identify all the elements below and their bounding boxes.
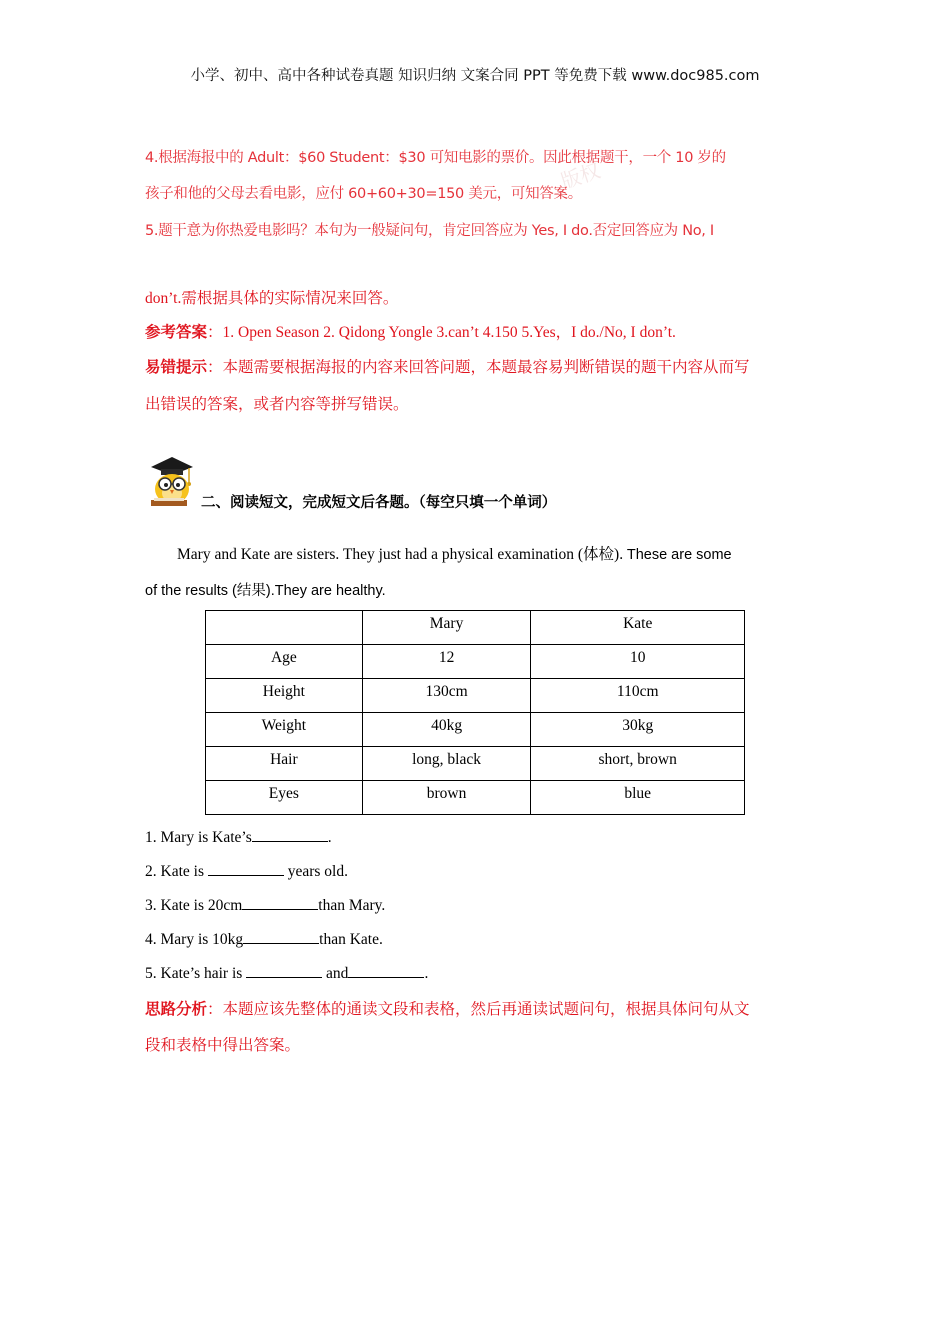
analysis-line-4: 4.根据海报中的 Adult：$60 Student：$30 可知电影的票价。因此根据题干，一个 10 岁的 (145, 150, 726, 166)
question-text: than Kate. (319, 931, 383, 948)
reasoning (145, 997, 750, 1019)
reasoning-text: ：本题应该先整体的通读文段和表格，然后再通读试题问句，根据具体问句从文 (207, 1001, 750, 1018)
table-header-cell (206, 611, 363, 645)
answer-label: 参考答案 (145, 324, 208, 341)
question-5 (145, 963, 428, 983)
section-heading (145, 458, 556, 514)
answer-blank[interactable] (243, 929, 319, 944)
question-4 (145, 929, 383, 949)
question-text: . (424, 965, 429, 982)
table-header-row (206, 611, 745, 645)
question-2 (145, 861, 348, 881)
table-cell: Height (206, 679, 363, 713)
tip-label: 易错提示 (145, 359, 208, 376)
reference-answer (145, 320, 676, 342)
table-cell: 130cm (362, 679, 531, 713)
passage-line-2: of the results (结果).They are healthy. (145, 583, 386, 599)
table-cell: short, brown (531, 747, 745, 781)
table-row (206, 645, 745, 679)
table-cell: 40kg (362, 713, 531, 747)
answer-blank[interactable] (242, 895, 318, 910)
table-cell: 10 (531, 645, 745, 679)
page-header: 小学、初中、高中各种试卷真题 知识归纳 文案合同 PPT 等免费下载 www.doc985.com (190, 68, 760, 84)
table-cell: 110cm (531, 679, 745, 713)
passage-text-a: Mary and Kate are sisters. They just had a physical examination (体检). (177, 546, 624, 563)
error-tip-cont: 出错误的答案，或者内容等拼写错误。 (145, 396, 409, 413)
table-header-cell: Mary (362, 611, 531, 645)
answer-text: ：1. Open Season 2. Qidong Yongle 3.can’t 4.150 5.Yes，I do./No, I don’t. (207, 324, 676, 341)
analysis-continuation: don’t.需根据具体的实际情况来回答。 (145, 290, 399, 307)
table-cell: Eyes (206, 781, 363, 815)
table-cell: blue (531, 781, 745, 815)
table-cell: Weight (206, 713, 363, 747)
table-cell: Age (206, 645, 363, 679)
table-cell: long, black (362, 747, 531, 781)
question-text: 3. Kate is 20cm (145, 897, 243, 914)
question-text: 4. Mary is 10kg (145, 931, 244, 948)
question-text: . (327, 829, 332, 846)
question-text: 2. Kate is (145, 863, 208, 880)
answer-blank[interactable] (252, 827, 328, 842)
table-cell: Hair (206, 747, 363, 781)
section-title: 二、阅读短文，完成短文后各题。（每空只填一个单词） (201, 495, 557, 511)
table-cell: 12 (362, 645, 531, 679)
analysis-line-4-cont: 孩子和他的父母去看电影，应付 60+60+30=150 美元，可知答案。 (145, 186, 582, 202)
table-cell: brown (362, 781, 531, 815)
table-row (206, 747, 745, 781)
question-3 (145, 895, 385, 915)
question-text: than Mary. (318, 897, 386, 914)
question-text: 5. Kate’s hair is (145, 965, 247, 982)
answer-blank[interactable] (246, 963, 322, 978)
question-text: and (322, 965, 349, 982)
reasoning-cont: 段和表格中得出答案。 (145, 1037, 301, 1054)
answer-blank[interactable] (208, 861, 284, 876)
answer-blank[interactable] (348, 963, 424, 978)
tip-text: ：本题需要根据海报的内容来回答问题，本题最容易判断错误的题干内容从而写 (207, 359, 750, 376)
graduate-owl-icon (145, 453, 199, 514)
question-1 (145, 827, 332, 847)
table-row (206, 679, 745, 713)
reasoning-label: 思路分析 (145, 1001, 208, 1018)
question-text: years old. (283, 863, 348, 880)
passage-line-1 (145, 542, 807, 564)
error-tip (145, 355, 750, 377)
passage-text-b: These are some (623, 547, 732, 563)
table-cell: 30kg (531, 713, 745, 747)
question-text: 1. Mary is Kate’s (145, 829, 252, 846)
table-header-cell: Kate (531, 611, 745, 645)
table-row (206, 781, 745, 815)
watermark: 版权 (557, 158, 604, 194)
analysis-line-5: 5.题干意为你热爱电影吗？本句为一般疑问句，肯定回答应为 Yes, I do.否定回答应为 No, I (145, 223, 714, 239)
results-table (205, 610, 745, 815)
table-row (206, 713, 745, 747)
